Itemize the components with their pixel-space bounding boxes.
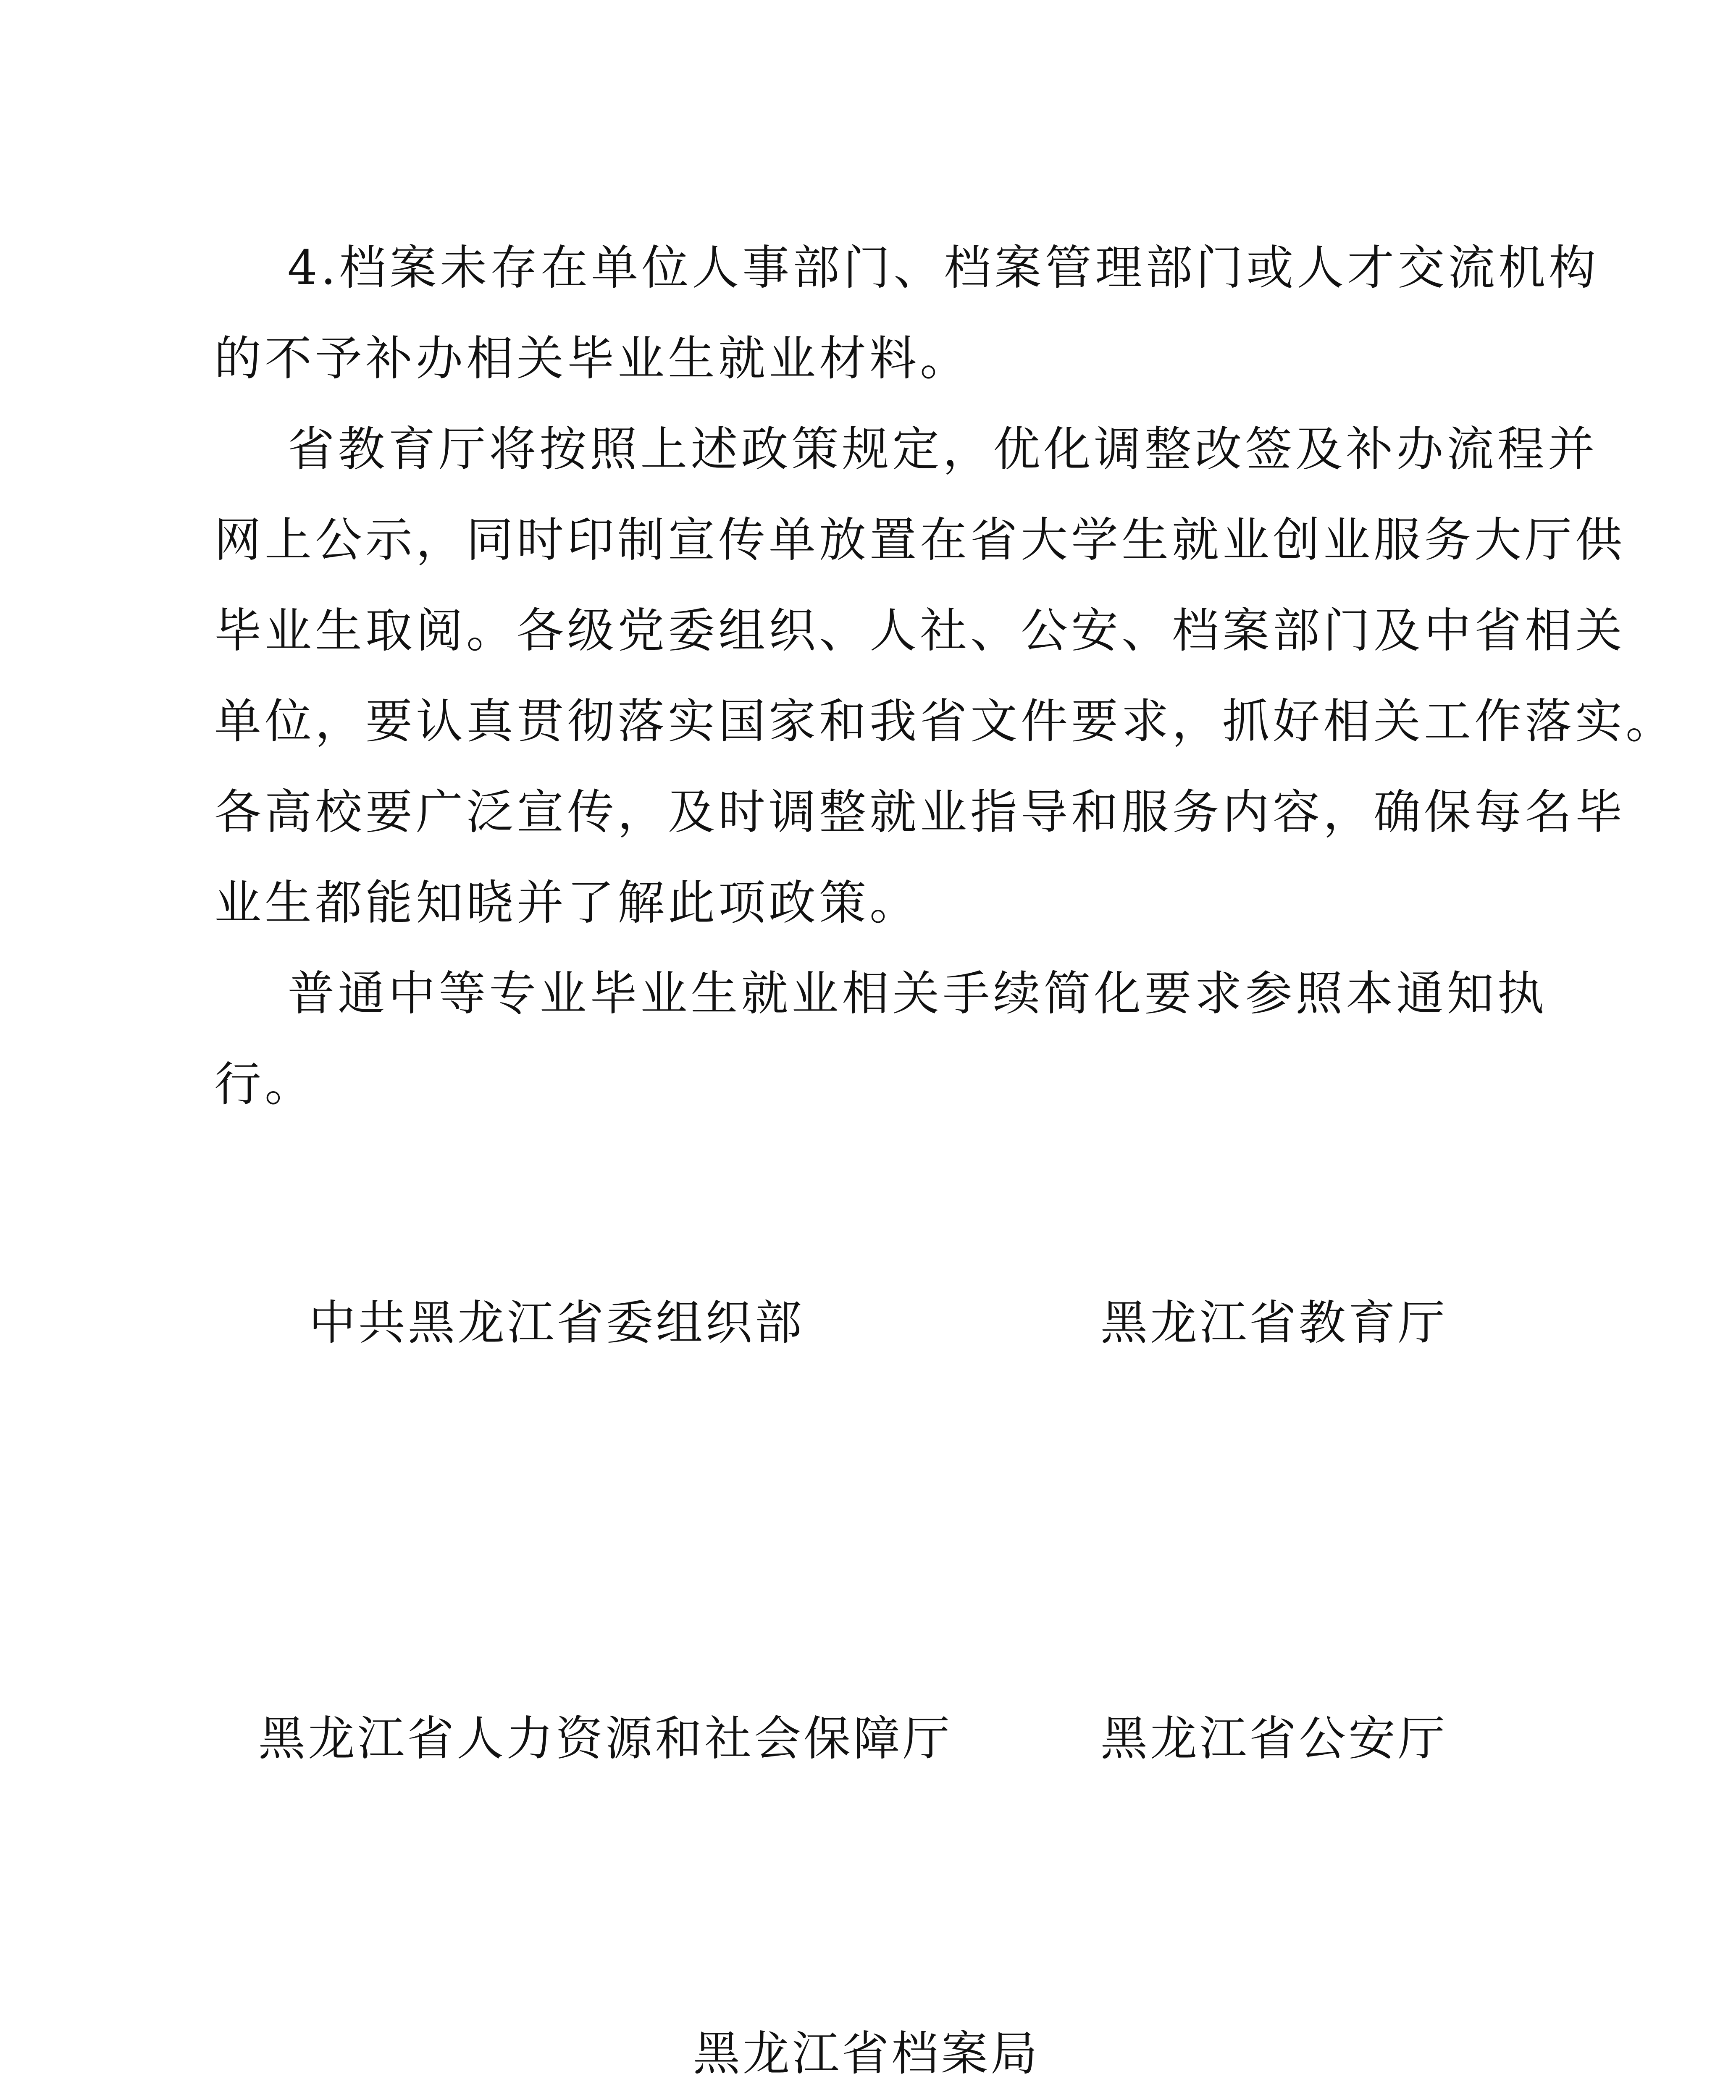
body-line-7: 各高校要广泛宣传，及时调整就业指导和服务内容，确保每名毕 — [214, 785, 1626, 840]
signature-org-department: 中共黑龙江省委组织部 — [309, 1296, 804, 1350]
body-line-3: 省教育厅将按照上述政策规定，优化调整改签及补办流程并 — [214, 422, 1598, 477]
body-line-1: 4.档案未存在单位人事部门、档案管理部门或人才交流机构 — [214, 241, 1599, 295]
body-line-4: 网上公示，同时印制宣传单放置在省大学生就业创业服务大厅供 — [214, 513, 1626, 567]
notice-body — [214, 223, 1676, 1130]
body-line-5: 毕业生取阅。各级党委组织、人社、公安、档案部门及中省相关 — [214, 604, 1626, 658]
signature-public-security: 黑龙江省公安厅 — [1100, 1712, 1447, 1766]
body-line-9: 普通中等专业毕业生就业相关手续简化要求参照本通知执 — [214, 966, 1548, 1021]
body-line-10: 行。 — [214, 1057, 315, 1112]
signature-hr-social-security: 黑龙江省人力资源和社会保障厅 — [258, 1712, 952, 1766]
body-line-2: 的不予补办相关毕业生就业材料。 — [214, 331, 970, 386]
body-line-6: 单位，要认真贯彻落实国家和我省文件要求，抓好相关工作落实。 — [214, 694, 1676, 749]
signature-education-department: 黑龙江省教育厅 — [1100, 1296, 1447, 1350]
body-line-8: 业生都能知晓并了解此项政策。 — [214, 876, 920, 930]
signature-archives-bureau: 黑龙江省档案局 — [693, 2026, 1040, 2081]
